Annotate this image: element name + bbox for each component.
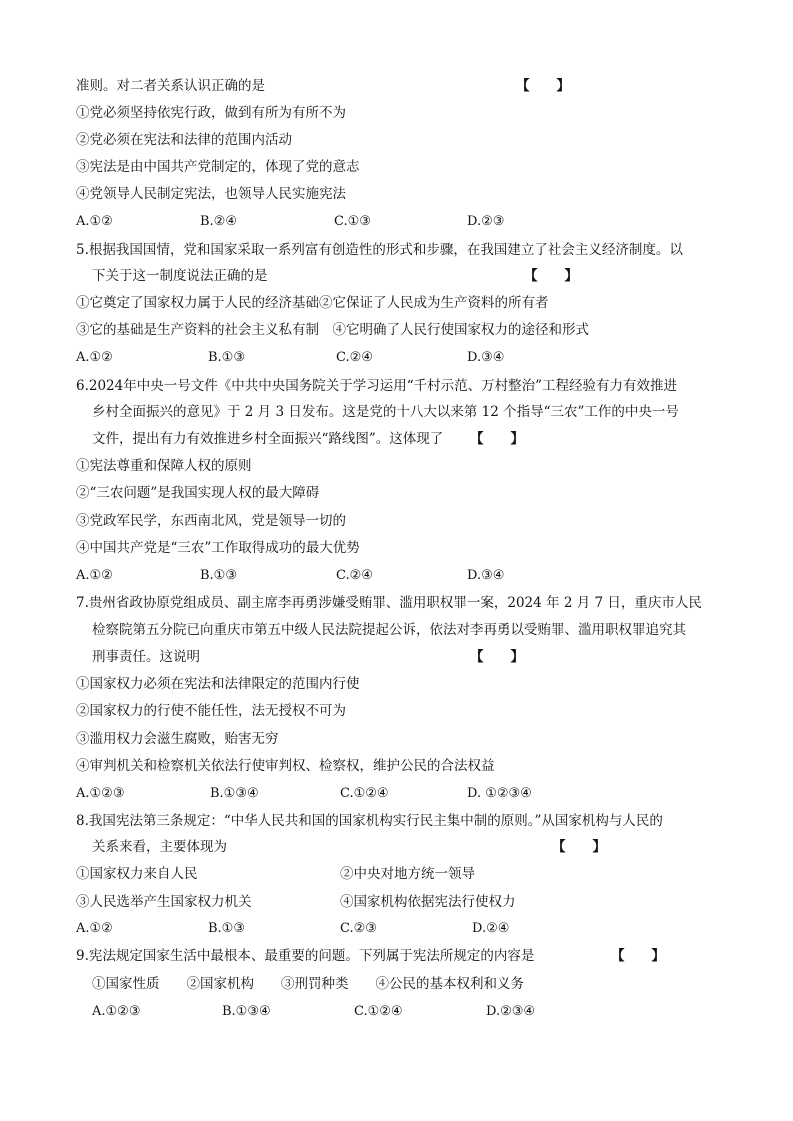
q8-option-a[interactable]: A.①② xyxy=(76,921,113,936)
q5-option-d[interactable]: D.③④ xyxy=(467,350,505,365)
q6-option-c[interactable]: C.②④ xyxy=(336,568,373,583)
q7-stem-line-2: 检察院第五分院已向重庆市第五中级人民法院提起公诉，依法对李再勇以受贿罪、滥用职权罪追究其 xyxy=(92,622,686,638)
q8-option-c[interactable]: C.②③ xyxy=(340,921,377,936)
q4-option-b[interactable]: B.②④ xyxy=(200,214,237,229)
q4-option-d[interactable]: D.②③ xyxy=(467,214,505,229)
q9-option-c[interactable]: C.①②④ xyxy=(354,1004,403,1019)
q8-item-4: ④国家机构依据宪法行使权力 xyxy=(340,894,516,910)
q5-answer-bracket[interactable]: 【 】 xyxy=(524,268,578,284)
q4-option-c[interactable]: C.①③ xyxy=(334,214,371,229)
q6-item-1: ①宪法尊重和保障人权的原则 xyxy=(76,458,252,474)
q8-stem-line-1: 8.我国宪法第三条规定：“中华人民共和国的国家机构实行民主集中制的原则。”从国家机构与人民的 xyxy=(76,813,663,829)
q9-stem-line-1: 9.宪法规定国家生活中最根本、最重要的问题。下列属于宪法所规定的内容是 xyxy=(76,948,535,964)
q5-stem-line-1: 5.根据我国国情，党和国家采取一系列富有创造性的形式和步骤，在我国建立了社会主义经济制度。以 xyxy=(76,242,683,258)
q8-item-2: ②中央对地方统一领导 xyxy=(340,866,475,882)
q5-items-line-1: ①它奠定了国家权力属于人民的经济基础②它保证了人民成为生产资料的所有者 xyxy=(76,295,549,311)
q4-item-4: ④党领导人民制定宪法，也领导人民实施宪法 xyxy=(76,186,346,202)
q5-option-b[interactable]: B.①③ xyxy=(208,350,245,365)
q7-item-1: ①国家权力必须在宪法和法律限定的范围内行使 xyxy=(76,676,360,692)
q5-stem-line-2: 下关于这一制度说法正确的是 xyxy=(92,268,268,284)
q8-option-b[interactable]: B.①③ xyxy=(208,921,245,936)
q7-stem-line-3: 刑事责任。这说明 xyxy=(92,649,200,665)
q6-stem-line-3: 文件，提出有力有效推进乡村全面振兴“路线图”。这体现了 xyxy=(92,431,444,447)
q6-stem-line-1: 6.2024年中央一号文件《中共中央国务院关于学习运用“千村示范、万村整治”工程经验有力有效推进 xyxy=(76,378,678,394)
q5-option-a[interactable]: A.①② xyxy=(76,350,113,365)
q8-item-1: ①国家权力来自人民 xyxy=(76,866,198,882)
q9-option-a[interactable]: A.①②③ xyxy=(92,1004,141,1019)
q8-answer-bracket[interactable]: 【 】 xyxy=(552,839,606,855)
q4-answer-bracket[interactable]: 【 】 xyxy=(516,78,570,94)
q4-option-a[interactable]: A.①② xyxy=(76,214,113,229)
q6-item-3: ③党政军民学，东西南北风，党是领导一切的 xyxy=(76,513,346,529)
q6-item-4: ④中国共产党是“三农”工作取得成功的最大优势 xyxy=(76,540,360,556)
q7-option-a[interactable]: A.①②③ xyxy=(76,786,125,801)
q6-option-b[interactable]: B.①③ xyxy=(200,568,237,583)
q4-item-3: ③宪法是由中国共产党制定的，体现了党的意志 xyxy=(76,159,360,175)
q9-option-b[interactable]: B.①③④ xyxy=(222,1004,271,1019)
q6-item-2: ②“三农问题”是我国实现人权的最大障碍 xyxy=(76,485,320,501)
q9-items-line: ①国家性质 ②国家机构 ③刑罚种类 ④公民的基本权利和义务 xyxy=(92,976,524,992)
q8-item-3: ③人民选举产生国家权力机关 xyxy=(76,894,252,910)
q8-option-d[interactable]: D.②④ xyxy=(472,921,510,936)
q9-answer-bracket[interactable]: 【 】 xyxy=(611,948,665,964)
q6-answer-bracket[interactable]: 【 】 xyxy=(470,431,524,447)
q4-item-1: ①党必须坚持依宪行政，做到有所为有所不为 xyxy=(76,105,346,121)
q6-option-d[interactable]: D.③④ xyxy=(467,568,505,583)
q7-answer-bracket[interactable]: 【 】 xyxy=(470,649,524,665)
q7-option-b[interactable]: B.①③④ xyxy=(210,786,259,801)
q7-option-c[interactable]: C.①②④ xyxy=(340,786,389,801)
q7-stem-line-1: 7.贵州省政协原党组成员、副主席李再勇涉嫌受贿罪、滥用职权罪一案，2024 年 2 月 7 日，重庆市人民 xyxy=(76,595,702,611)
q7-item-3: ③滥用权力会滋生腐败，贻害无穷 xyxy=(76,731,279,747)
q5-items-line-2: ③它的基础是生产资料的社会主义私有制 ④它明确了人民行使国家权力的途径和形式 xyxy=(76,322,589,338)
q6-option-a[interactable]: A.①② xyxy=(76,568,113,583)
q7-option-d[interactable]: D. ①②③④ xyxy=(467,786,532,801)
q4-stem-tail: 准则。对二者关系认识正确的是 xyxy=(76,78,265,94)
q7-item-2: ②国家权力的行使不能任性，法无授权不可为 xyxy=(76,703,346,719)
q8-stem-line-2: 关系来看，主要体现为 xyxy=(92,839,227,855)
q7-item-4: ④审判机关和检察机关依法行使审判权、检察权，维护公民的合法权益 xyxy=(76,758,495,774)
q4-item-2: ②党必须在宪法和法律的范围内活动 xyxy=(76,132,292,148)
q5-option-c[interactable]: C.②④ xyxy=(336,350,373,365)
q9-option-d[interactable]: D.②③④ xyxy=(486,1004,536,1019)
q6-stem-line-2: 乡村全面振兴的意见》于 2 月 3 日发布。这是党的十八大以来第 12 个指导“三农”工作的中央一号 xyxy=(92,404,679,420)
